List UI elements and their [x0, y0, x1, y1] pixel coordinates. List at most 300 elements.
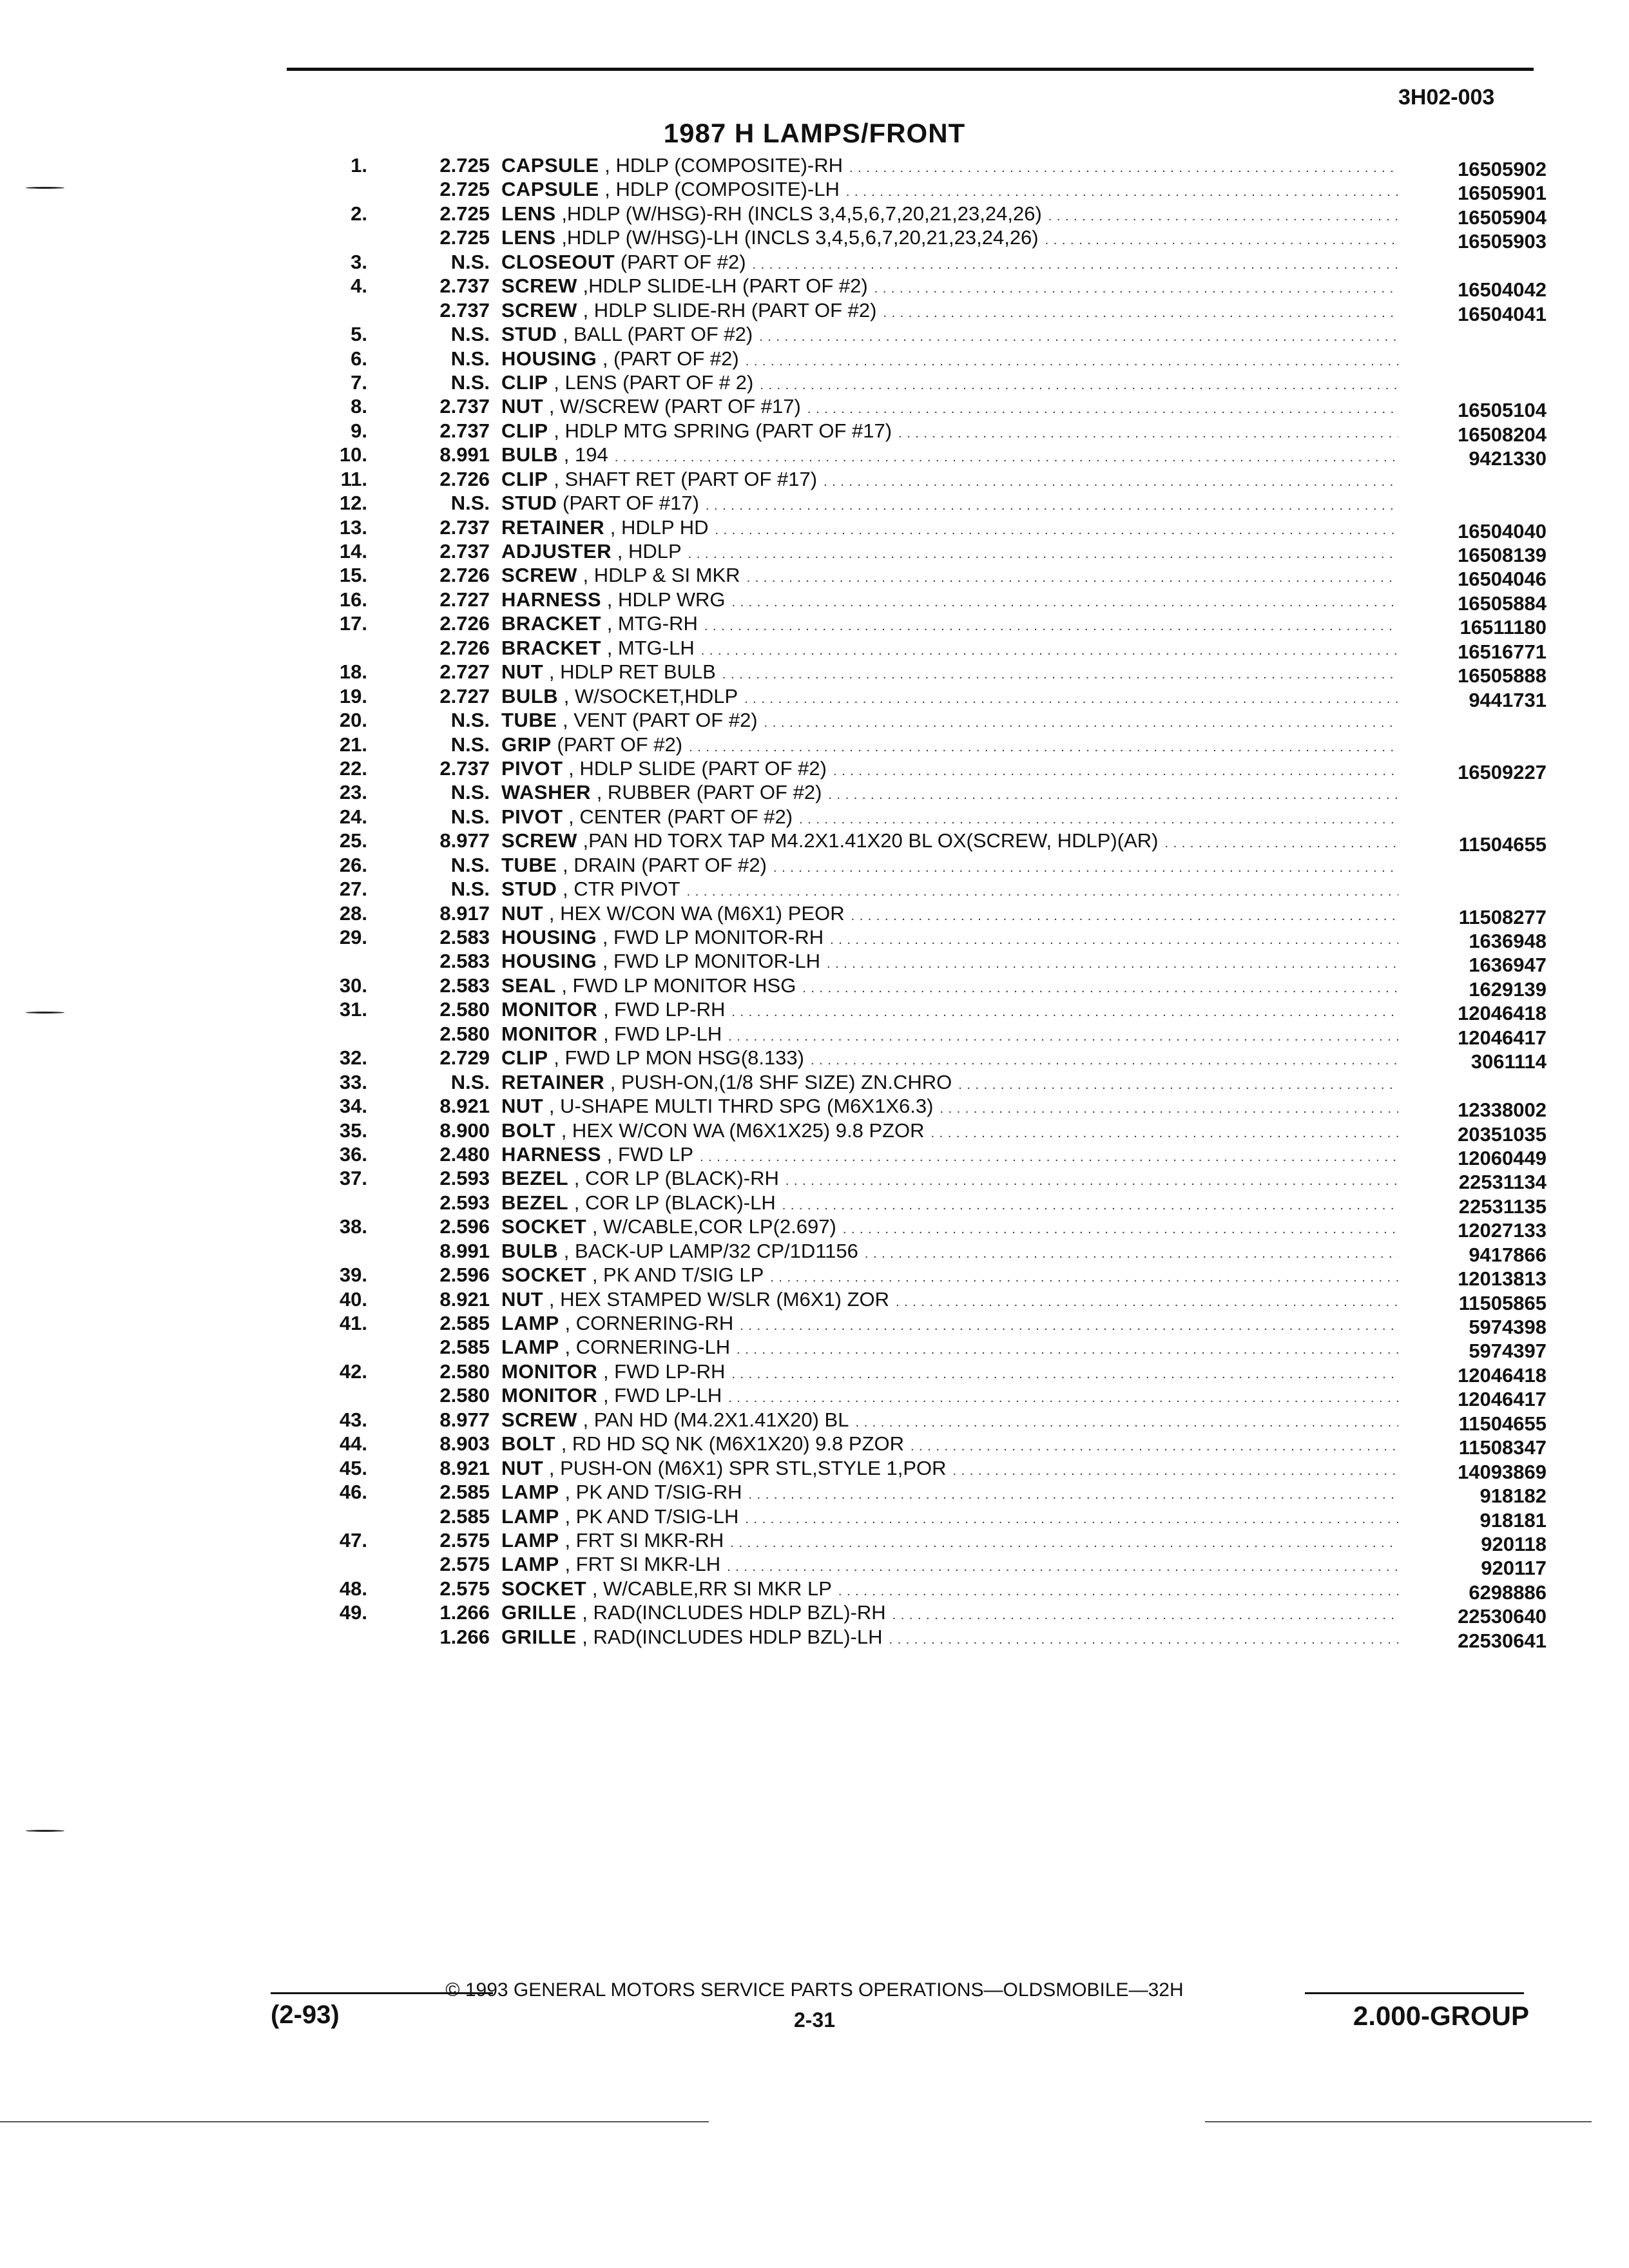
- part-number: 1629139: [1469, 977, 1547, 1001]
- part-number: 11504655: [1458, 833, 1547, 856]
- part-detail: , COR LP (BLACK)-LH: [574, 1191, 776, 1214]
- group-number: 2.593: [439, 1191, 490, 1214]
- part-number: 16504046: [1458, 568, 1547, 591]
- description: [501, 274, 1398, 298]
- date-code: (2-93): [271, 2001, 340, 2029]
- part-row: [284, 708, 1547, 732]
- part-detail: , FRT SI MKR-RH: [564, 1528, 724, 1552]
- item-number: 42.: [339, 1360, 367, 1383]
- part-row: [284, 1383, 1547, 1411]
- item-number: 30.: [339, 974, 367, 997]
- part-row: [284, 1119, 1547, 1146]
- part-name: SCREW: [501, 564, 577, 587]
- part-detail: , FWD LP-RH: [602, 998, 726, 1021]
- part-name: SCREW: [501, 298, 577, 322]
- part-detail: , HDLP SLIDE-RH (PART OF #2): [583, 298, 877, 322]
- group-number: N.S.: [450, 781, 490, 804]
- item-number: 43.: [339, 1408, 367, 1431]
- part-name: BEZEL: [501, 1167, 569, 1190]
- part-number: 22530641: [1458, 1629, 1547, 1652]
- part-number: 920118: [1481, 1532, 1547, 1555]
- page-number: 2-31: [793, 2008, 836, 2032]
- item-number: 20.: [339, 709, 367, 732]
- part-name: LAMP: [501, 1312, 559, 1334]
- part-detail: , CENTER (PART OF #2): [568, 805, 793, 828]
- part-number: 16516771: [1458, 640, 1547, 663]
- part-number: 6298886: [1469, 1581, 1547, 1604]
- group-number: 2.727: [439, 660, 490, 684]
- group-number: 2.737: [439, 419, 490, 442]
- item-number: 36.: [339, 1142, 367, 1166]
- item-number: 13.: [339, 515, 367, 539]
- part-detail: , CTR PIVOT: [563, 878, 680, 901]
- part-detail: , RUBBER (PART OF #2): [596, 781, 822, 804]
- description: [501, 1215, 1398, 1238]
- group-number: 8.917: [439, 901, 490, 925]
- part-name: NUT: [501, 901, 544, 925]
- description: [501, 1600, 1398, 1624]
- part-name: STUD: [501, 492, 557, 515]
- item-number: 4.: [351, 274, 367, 298]
- part-row: [284, 1577, 1547, 1604]
- description: [501, 347, 1398, 370]
- description: [501, 1263, 1398, 1287]
- part-name: PIVOT: [501, 805, 563, 828]
- description: [501, 1046, 1398, 1070]
- part-number: 16505104: [1458, 399, 1547, 422]
- part-row: [284, 322, 1547, 346]
- group-number: 2.575: [439, 1577, 490, 1600]
- part-name: BULB: [501, 443, 559, 466]
- item-number: 47.: [339, 1528, 367, 1552]
- part-name: LENS: [501, 226, 556, 249]
- part-number: 12013813: [1458, 1267, 1547, 1291]
- group-number: 2.727: [439, 588, 490, 611]
- part-detail: , W/CABLE,COR LP(2.697): [592, 1215, 836, 1238]
- part-row: [284, 467, 1547, 491]
- part-row: [284, 1215, 1547, 1242]
- item-number: 23.: [339, 781, 367, 804]
- part-detail: , HDLP MTG SPRING (PART OF #17): [554, 419, 892, 442]
- group-number: 2.585: [439, 1504, 490, 1528]
- part-row: [284, 1094, 1547, 1122]
- part-name: HOUSING: [501, 926, 597, 948]
- item-number: 37.: [339, 1167, 367, 1190]
- part-row: [284, 1625, 1547, 1652]
- part-name: LAMP: [501, 1336, 559, 1359]
- description: [501, 829, 1398, 852]
- group-number: N.S.: [450, 805, 490, 828]
- part-row: [284, 611, 1547, 639]
- part-detail: , LENS (PART OF # 2): [554, 370, 754, 394]
- bottom-rule: [0, 2121, 709, 2122]
- part-detail: , HDLP: [617, 540, 682, 562]
- part-number: 16504041: [1458, 302, 1547, 325]
- description: [501, 467, 1398, 491]
- group-number: 8.900: [439, 1119, 490, 1142]
- description: [501, 684, 1398, 708]
- description: [501, 153, 1398, 177]
- part-number: 11505865: [1458, 1291, 1547, 1314]
- item-number: 45.: [339, 1456, 367, 1479]
- part-detail: ,HDLP (W/HSG)-LH (INCLS 3,4,5,6,7,20,21,23,24,26): [561, 226, 1039, 249]
- part-detail: , HDLP (COMPOSITE)-LH: [604, 178, 840, 201]
- part-row: [284, 1263, 1547, 1291]
- description: [501, 177, 1398, 201]
- page-title: 1987 H LAMPS/FRONT: [663, 118, 966, 148]
- part-name: ADJUSTER: [501, 540, 612, 562]
- part-name: HARNESS: [501, 588, 602, 611]
- part-detail: , FWD LP-RH: [602, 1360, 726, 1383]
- group-number: 8.921: [439, 1095, 490, 1118]
- description: [501, 1287, 1398, 1311]
- description: [501, 925, 1398, 949]
- item-number: 39.: [339, 1264, 367, 1287]
- part-row: [284, 202, 1547, 229]
- part-number: 16508139: [1458, 544, 1547, 566]
- part-number: 16504040: [1458, 519, 1547, 543]
- group-number: 2.726: [439, 467, 490, 490]
- item-number: 24.: [339, 805, 367, 828]
- group-number: N.S.: [450, 370, 490, 394]
- item-number: 28.: [339, 901, 367, 925]
- group-number: 2.480: [439, 1142, 490, 1166]
- group-number: 2.725: [439, 154, 490, 177]
- description: [501, 1528, 1398, 1552]
- item-number: 35.: [339, 1119, 367, 1142]
- description: [501, 636, 1398, 660]
- group-number: 2.575: [439, 1553, 490, 1576]
- group-number: 1.266: [439, 1625, 490, 1648]
- group-number: 2.725: [439, 226, 490, 249]
- group-number: 2.585: [439, 1481, 490, 1504]
- part-row: [284, 1552, 1547, 1580]
- part-name: HOUSING: [501, 347, 597, 370]
- part-row: [284, 1480, 1547, 1508]
- part-row: [284, 1335, 1547, 1363]
- part-detail: , W/SOCKET,HDLP: [563, 684, 738, 707]
- part-detail: , FWD LP MON HSG(8.133): [554, 1046, 804, 1070]
- group-number: 8.977: [439, 1408, 490, 1431]
- part-name: PIVOT: [501, 756, 563, 780]
- part-name: MONITOR: [501, 1360, 598, 1383]
- part-detail: , HDLP WRG: [606, 588, 726, 611]
- group-number: 2.585: [439, 1312, 490, 1334]
- part-row: [284, 660, 1547, 687]
- part-detail: , CORNERING-LH: [564, 1336, 731, 1359]
- part-name: BULB: [501, 1239, 559, 1262]
- item-number: 5.: [351, 323, 367, 346]
- part-row: [284, 829, 1547, 856]
- part-detail: , RAD(INCLUDES HDLP BZL)-RH: [582, 1601, 886, 1624]
- part-number: 918182: [1480, 1485, 1547, 1508]
- part-number: 9441731: [1469, 688, 1547, 711]
- part-detail: , HDLP & SI MKR: [583, 564, 740, 587]
- top-rule: [287, 68, 1534, 71]
- part-name: BRACKET: [501, 636, 602, 659]
- group-number: 2.583: [439, 974, 490, 997]
- description: [501, 394, 1398, 418]
- part-number: 5974397: [1469, 1340, 1547, 1363]
- group-number: 2.727: [439, 684, 490, 707]
- description: [501, 1383, 1398, 1407]
- part-number: 16505904: [1458, 206, 1547, 229]
- group-number: 2.725: [439, 178, 490, 201]
- part-row: [284, 805, 1547, 829]
- part-name: BRACKET: [501, 612, 602, 635]
- group-number: 2.726: [439, 636, 490, 659]
- part-name: GRIP: [501, 733, 552, 756]
- bottom-rule: [1205, 2121, 1592, 2122]
- part-name: MONITOR: [501, 998, 598, 1021]
- description: [501, 805, 1398, 829]
- group-number: 2.726: [439, 612, 490, 635]
- part-number: 11504655: [1458, 1412, 1547, 1435]
- part-detail: , PAN HD (M4.2X1.41X20) BL: [583, 1408, 849, 1431]
- part-detail: , FRT SI MKR-LH: [564, 1553, 721, 1576]
- description: [501, 1142, 1398, 1166]
- item-number: 49.: [339, 1601, 367, 1624]
- part-name: SEAL: [501, 974, 556, 997]
- part-name: CAPSULE: [501, 154, 599, 177]
- part-name: HARNESS: [501, 1142, 602, 1166]
- description: [501, 1022, 1398, 1046]
- part-detail: , HDLP (COMPOSITE)-RH: [604, 154, 843, 177]
- group-number: N.S.: [450, 323, 490, 346]
- part-detail: , SHAFT RET (PART OF #17): [554, 467, 818, 490]
- group-number: 2.596: [439, 1215, 490, 1238]
- part-detail: , FWD LP MONITOR-RH: [602, 926, 824, 948]
- part-row: [284, 274, 1547, 302]
- part-row: [284, 1432, 1547, 1459]
- group-number: 2.729: [439, 1046, 490, 1070]
- item-number: 3.: [351, 250, 367, 273]
- part-row: [284, 539, 1547, 566]
- part-detail: ,PAN HD TORX TAP M4.2X1.41X20 BL OX(SCREW, HDLP)(AR): [583, 829, 1159, 852]
- part-detail: , HEX STAMPED W/SLR (M6X1) ZOR: [548, 1287, 890, 1311]
- part-name: RETAINER: [501, 515, 605, 539]
- item-number: 34.: [339, 1095, 367, 1118]
- part-name: CLOSEOUT: [501, 250, 615, 273]
- margin-mark: [26, 1012, 64, 1014]
- part-row: [284, 1456, 1547, 1483]
- description: [501, 226, 1398, 249]
- part-detail: , COR LP (BLACK)-RH: [574, 1167, 779, 1190]
- part-name: SOCKET: [501, 1215, 587, 1238]
- part-detail: , RAD(INCLUDES HDLP BZL)-LH: [582, 1625, 883, 1648]
- part-name: CLIP: [501, 467, 548, 490]
- part-row: [284, 250, 1547, 274]
- item-number: 44.: [339, 1432, 367, 1456]
- description: [501, 1625, 1398, 1649]
- item-number: 48.: [339, 1577, 367, 1600]
- part-row: [284, 1287, 1547, 1314]
- description: [501, 1166, 1398, 1190]
- description: [501, 250, 1398, 274]
- description: [501, 491, 1398, 515]
- part-number: 11508277: [1458, 905, 1547, 928]
- part-number: 14093869: [1458, 1460, 1547, 1483]
- item-number: 41.: [339, 1312, 367, 1334]
- part-detail: , HEX W/CON WA (M6X1) PEOR: [548, 901, 845, 925]
- group-number: 2.580: [439, 1384, 490, 1407]
- part-number: 12046418: [1458, 1002, 1547, 1025]
- part-name: LAMP: [501, 1504, 559, 1528]
- description: [501, 419, 1398, 443]
- group-number: 2.726: [439, 564, 490, 587]
- part-row: [284, 997, 1547, 1025]
- group-number: N.S.: [450, 1070, 490, 1093]
- description: [501, 660, 1398, 684]
- item-number: 16.: [339, 588, 367, 611]
- margin-mark: [26, 1830, 64, 1832]
- part-row: [284, 1070, 1547, 1094]
- group-number: 2.585: [439, 1336, 490, 1359]
- part-name: LENS: [501, 202, 556, 225]
- group-number: 2.583: [439, 926, 490, 948]
- page-code: 3H02-003: [1398, 85, 1495, 110]
- part-name: TUBE: [501, 853, 557, 876]
- description: [501, 1311, 1398, 1335]
- part-name: WASHER: [501, 781, 592, 804]
- part-row: [284, 1504, 1547, 1532]
- part-detail: , HEX W/CON WA (M6X1X25) 9.8 PZOR: [561, 1119, 925, 1142]
- description: [501, 1335, 1398, 1359]
- part-detail: , W/SCREW (PART OF #17): [548, 395, 801, 418]
- description: [501, 370, 1398, 394]
- part-number: 22530640: [1458, 1605, 1547, 1628]
- part-detail: , U-SHAPE MULTI THRD SPG (M6X1X6.3): [548, 1095, 934, 1118]
- group-number: N.S.: [450, 709, 490, 732]
- part-number: 3061114: [1470, 1050, 1547, 1073]
- part-detail: , HDLP HD: [610, 515, 709, 539]
- part-name: GRILLE: [501, 1601, 577, 1624]
- part-detail: , HDLP RET BULB: [548, 660, 716, 684]
- part-name: BEZEL: [501, 1191, 569, 1214]
- part-row: [284, 226, 1547, 253]
- part-row: [284, 177, 1547, 205]
- item-number: 22.: [339, 756, 367, 780]
- item-number: 32.: [339, 1046, 367, 1070]
- item-number: 15.: [339, 564, 367, 587]
- part-row: [284, 588, 1547, 615]
- part-row: [284, 419, 1547, 446]
- part-name: STUD: [501, 323, 557, 346]
- part-name: NUT: [501, 1095, 544, 1118]
- group-number: 2.593: [439, 1167, 490, 1190]
- item-number: 31.: [339, 998, 367, 1021]
- item-number: 9.: [351, 419, 367, 442]
- part-row: [284, 733, 1547, 756]
- item-number: 25.: [339, 829, 367, 852]
- group-number: 2.737: [439, 274, 490, 298]
- item-number: 26.: [339, 853, 367, 876]
- group-number: 8.903: [439, 1432, 490, 1456]
- part-number: 16511180: [1460, 616, 1547, 639]
- part-row: [284, 1360, 1547, 1387]
- part-detail: , MTG-LH: [606, 636, 695, 659]
- parts-list: [284, 153, 1547, 1652]
- part-name: STUD: [501, 878, 557, 901]
- part-row: [284, 853, 1547, 877]
- group-number: N.S.: [450, 853, 490, 876]
- part-number: 16505901: [1458, 182, 1547, 205]
- item-number: 7.: [351, 370, 367, 394]
- part-number: 11508347: [1458, 1436, 1547, 1459]
- part-number: 16505888: [1458, 664, 1547, 687]
- group-number: N.S.: [450, 492, 490, 515]
- part-row: [284, 370, 1547, 394]
- part-number: 12027133: [1458, 1219, 1547, 1242]
- part-detail: , PK AND T/SIG LP: [592, 1264, 764, 1287]
- part-number: 1636948: [1469, 930, 1547, 952]
- part-row: [284, 1142, 1547, 1169]
- description: [501, 1191, 1398, 1215]
- item-number: 8.: [351, 395, 367, 418]
- part-number: 16505884: [1458, 591, 1547, 615]
- part-row: [284, 1239, 1547, 1266]
- item-number: 1.: [351, 154, 367, 177]
- item-number: 19.: [339, 684, 367, 707]
- item-number: 6.: [351, 347, 367, 370]
- group-number: N.S.: [450, 250, 490, 273]
- item-number: 27.: [339, 878, 367, 901]
- item-number: 14.: [339, 540, 367, 562]
- part-name: CAPSULE: [501, 178, 599, 201]
- part-detail: , 194: [563, 443, 608, 466]
- part-row: [284, 1046, 1547, 1073]
- part-detail: , DRAIN (PART OF #2): [563, 853, 767, 876]
- item-number: 38.: [339, 1215, 367, 1238]
- group-number: 2.580: [439, 1360, 490, 1383]
- part-name: TUBE: [501, 709, 557, 732]
- part-name: CLIP: [501, 419, 548, 442]
- part-detail: , (PART OF #2): [602, 347, 739, 370]
- description: [501, 1119, 1398, 1142]
- group-number: 2.596: [439, 1264, 490, 1287]
- part-detail: (PART OF #2): [557, 733, 683, 756]
- part-detail: , CORNERING-RH: [564, 1312, 734, 1334]
- part-number: 12060449: [1458, 1146, 1547, 1169]
- description: [501, 588, 1398, 611]
- item-number: 18.: [339, 660, 367, 684]
- part-number: 16505902: [1458, 158, 1547, 180]
- group-number: N.S.: [450, 733, 490, 756]
- part-detail: , RD HD SQ NK (M6X1X20) 9.8 PZOR: [561, 1432, 905, 1456]
- part-number: 20351035: [1458, 1122, 1547, 1146]
- part-row: [284, 563, 1547, 591]
- group-number: 2.737: [439, 540, 490, 562]
- group-number: 8.991: [439, 443, 490, 466]
- description: [501, 1456, 1398, 1480]
- part-row: [284, 298, 1547, 325]
- part-row: [284, 949, 1547, 977]
- part-row: [284, 1022, 1547, 1049]
- part-name: NUT: [501, 395, 544, 418]
- part-name: BOLT: [501, 1432, 556, 1456]
- part-name: MONITOR: [501, 1022, 598, 1045]
- part-detail: , FWD LP MONITOR-LH: [602, 950, 820, 973]
- part-detail: , VENT (PART OF #2): [563, 709, 758, 732]
- part-detail: , PUSH-ON (M6X1) SPR STL,STYLE 1,POR: [548, 1456, 947, 1479]
- part-number: 12338002: [1458, 1099, 1547, 1122]
- part-name: BULB: [501, 684, 559, 707]
- part-number: 1636947: [1469, 954, 1547, 977]
- part-row: [284, 515, 1547, 543]
- item-number: 12.: [339, 492, 367, 515]
- part-row: [284, 1408, 1547, 1435]
- footer-rule-right: [1305, 1992, 1524, 1994]
